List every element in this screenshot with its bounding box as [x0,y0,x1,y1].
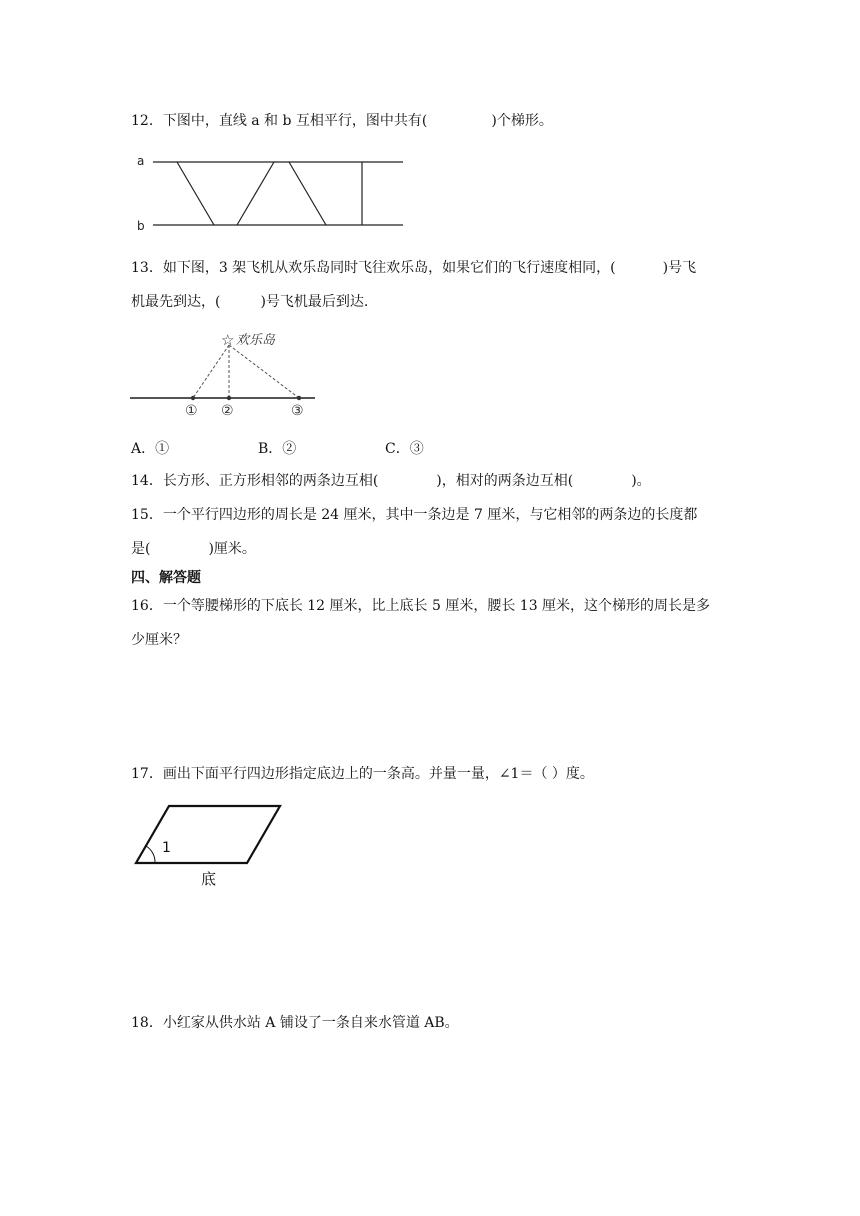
segment-2 [237,162,274,225]
q15-line2-before: 是( [131,541,151,557]
q13-line2-before: 机最先到达，( [131,294,221,310]
q14-text-before: 14．长方形、正方形相邻的两条边互相( [131,473,379,489]
parallelogram [136,806,280,863]
segment-3 [289,162,326,225]
q15-text-line2 [131,539,256,559]
q13-text-line1 [131,258,696,278]
q16-text-line1 [131,596,710,616]
flight-path-3 [229,345,299,398]
segment-1 [177,162,214,225]
option-a[interactable] [131,439,169,459]
option-a-value: ① [155,441,170,457]
marker-1: ① [185,403,198,419]
point-2-dot [227,396,231,400]
q16-text-line2 [131,630,187,650]
option-c[interactable] [385,439,424,459]
marker-3: ③ [291,403,304,419]
point-1-dot [191,396,195,400]
q12-text-before: 12．下图中，直线 a 和 b 互相平行，图中共有( [131,113,428,129]
q14-text-middle: )，相对的两条边互相( [436,473,574,489]
star-icon: ☆ [221,331,235,349]
q13-text-line2 [131,292,368,312]
q18-text-content: 18．小红家从供水站 A 铺设了一条自来水管道 AB。 [131,1015,459,1031]
option-b-value: ② [282,441,297,457]
point-3-dot [297,396,301,400]
line-a-label: a [137,154,145,168]
angle-1-label: 1 [162,840,171,856]
option-c-letter: C． [385,441,410,457]
option-a-letter: A． [131,441,156,457]
marker-2: ② [221,403,234,419]
section-heading: 四、解答题 [131,570,201,586]
line-b-label: b [137,219,145,233]
q15-line2-after: )厘米。 [208,541,256,557]
island-label: 欢乐岛 [236,333,276,348]
q18-text [131,1013,459,1033]
flight-path-1 [193,345,229,398]
option-b[interactable] [258,439,296,459]
q17-text [131,764,594,784]
q16-line1: 16．一个等腰梯形的下底长 12 厘米，比上底长 5 厘米，腰长 13 厘米，这个梯形的周长是多 [131,598,711,614]
q13-line2-after: )号飞机最后到达. [260,294,369,310]
q12-text [131,111,553,131]
option-c-value: ③ [409,441,424,457]
q15-text-line1 [131,505,697,525]
q14-text [131,471,651,491]
q14-text-after: )。 [631,473,651,489]
q13-line1-after: )号飞 [662,260,697,276]
q16-line2: 少厘米？ [131,632,187,648]
q12-text-after: )个梯形。 [491,113,553,129]
q13-island-figure [130,325,330,420]
q15-line1: 15．一个平行四边形的周长是 24 厘米，其中一条边是 7 厘米，与它相邻的两条边的长度都 [131,507,698,523]
base-label: 底 [201,870,217,888]
q12-parallel-lines-figure [130,150,410,235]
option-b-letter: B． [258,441,283,457]
q17-parallelogram-figure [130,800,290,895]
angle-1-arc [146,846,155,863]
q17-text-content: 17．画出下面平行四边形指定底边上的一条高。并量一量，∠1＝（ ）度。 [131,766,594,782]
q13-line1-before: 13．如下图，3 架飞机从欢乐岛同时飞往欢乐岛，如果它们的飞行速度相同，( [131,260,616,276]
